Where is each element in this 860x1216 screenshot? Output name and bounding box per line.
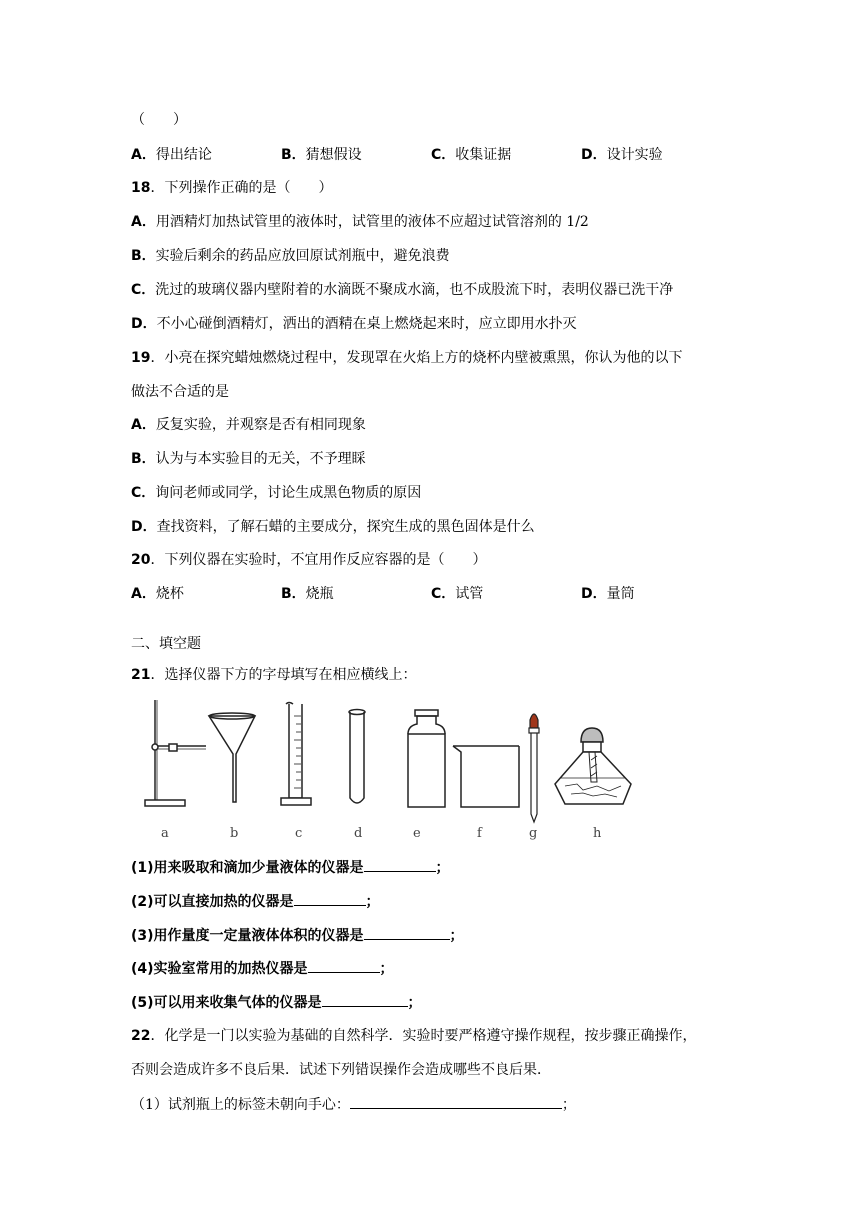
question-text: ．小亮在探究蜡烛燃烧过程中，发现罩在火焰上方的烧杯内壁被熏黑，你认为他的以下 [150,350,683,366]
option-text: 试管 [455,586,484,602]
section-title: 二、填空题 [131,636,201,652]
item-end: ； [449,928,464,944]
q21-item-3 [131,925,464,946]
q19-option-d [131,517,535,537]
question-text: ．下列仪器在实验时，不宜用作反应容器的是（ ） [150,552,487,568]
iron-stand-icon [145,700,206,806]
question-text: ．选择仪器下方的字母填写在相应横线上： [150,667,417,683]
option-text: 查找资料，了解石蜡的主要成分，探究生成的黑色固体是什么 [156,519,535,535]
q22-item-1 [131,1094,576,1115]
q17-paren: （ ） [131,112,187,128]
q21-stem [131,665,416,685]
q19-option-a [131,415,366,435]
option-text: 洗过的玻璃仪器内壁附着的水滴既不聚成水滴，也不成股流下时，表明仪器已洗干净 [155,282,674,298]
graduated-cylinder-icon [281,703,311,806]
figure-label: h [593,826,602,841]
q21-item-1 [131,857,450,878]
question-number: 18 [131,180,151,196]
option-letter: C． [431,147,456,163]
option-text: 设计实验 [606,147,663,163]
option-letter: A． [131,417,156,433]
q20-option-c [431,584,483,604]
item-text: (5)可以用来收集气体的仪器是 [131,995,322,1011]
q20-option-a [131,584,184,604]
option-text: 量筒 [606,586,635,602]
q21-item-2 [131,891,380,912]
q18-option-d [131,314,577,334]
q21-item-4 [131,958,394,979]
option-letter: B． [281,586,306,602]
option-text: 收集证据 [455,147,512,163]
item-end: ； [379,961,394,977]
option-letter: C． [131,485,156,501]
q19-option-c [131,483,421,503]
option-letter: D． [131,519,157,535]
dropper-icon [529,714,539,822]
q18-option-c [131,280,673,300]
item-text: (2)可以直接加热的仪器是 [131,894,294,910]
option-letter: C． [131,282,156,298]
funnel-icon [209,713,255,802]
item-text: (3)用作量度一定量液体体积的仪器是 [131,928,364,944]
answer-blank[interactable] [322,992,408,1007]
q20-option-d [581,584,635,604]
q21-item-5 [131,992,422,1013]
q17-option-d [581,145,663,165]
item-end: ； [561,1097,576,1113]
figure-label: c [295,826,303,841]
beaker-icon [453,746,519,807]
answer-blank[interactable] [364,857,436,872]
figure-label: a [161,826,169,841]
item-text: （1）试剂瓶上的标签未朝向手心： [131,1097,350,1113]
q22-stem-cont: 否则会造成许多不良后果．试述下列错误操作会造成哪些不良后果． [131,1062,551,1078]
item-end: ； [365,894,380,910]
lab-apparatus-figure [131,694,651,844]
option-text: 不小心碰倒酒精灯，洒出的酒精在桌上燃烧起来时，应立即用水扑灭 [156,316,577,332]
option-text: 认为与本实验目的无关，不予理睬 [155,451,366,467]
question-number: 20 [131,552,151,568]
question-number: 21 [131,667,151,683]
alcohol-lamp-icon [555,728,631,804]
figure-label: e [413,826,421,841]
option-letter: A． [131,147,156,163]
test-tube-icon [349,710,365,804]
option-letter: B． [131,451,156,467]
question-number: 19 [131,350,151,366]
q17-option-c [431,145,511,165]
q19-option-b [131,449,366,469]
option-text: 猜想假设 [305,147,362,163]
q17-option-b [281,145,362,165]
option-text: 得出结论 [155,147,212,163]
option-letter: B． [131,248,156,264]
item-text: (1)用来吸取和滴加少量液体的仪器是 [131,860,364,876]
option-letter: D． [581,586,607,602]
option-letter: B． [281,147,306,163]
answer-blank[interactable] [364,925,450,940]
figure-label: d [354,826,363,841]
item-end: ； [435,860,450,876]
figure-label: b [230,826,239,841]
item-end: ； [407,995,422,1011]
option-letter: A． [131,586,156,602]
option-letter: A． [131,214,156,230]
answer-blank[interactable] [294,891,366,906]
q19-stem [131,348,682,368]
q20-option-b [281,584,334,604]
reagent-bottle-icon [408,710,445,807]
q17-option-a [131,145,212,165]
option-letter: D． [581,147,607,163]
option-text: 反复实验，并观察是否有相同现象 [155,417,366,433]
q22-stem [131,1026,696,1046]
q19-stem-cont: 做法不合适的是 [131,384,229,400]
question-text: ．下列操作正确的是（ ） [150,180,333,196]
question-number: 22 [131,1028,151,1044]
option-text: 实验后剩余的药品应放回原试剂瓶中，避免浪费 [155,248,450,264]
option-text: 用酒精灯加热试管里的液体时，试管里的液体不应超过试管溶剂的 1/2 [155,214,589,230]
answer-blank[interactable] [308,958,380,973]
question-text: ．化学是一门以实验为基础的自然科学．实验时要严格遵守操作规程，按步骤正确操作， [150,1028,697,1044]
option-text: 烧瓶 [305,586,334,602]
figure-label: f [477,826,482,841]
q18-stem [131,178,332,198]
q20-stem [131,550,486,570]
figure-label: g [529,826,538,841]
answer-blank[interactable] [350,1094,562,1109]
item-text: (4)实验室常用的加热仪器是 [131,961,308,977]
q18-option-a [131,212,589,232]
q18-option-b [131,246,450,266]
option-letter: D． [131,316,157,332]
option-text: 询问老师或同学，讨论生成黑色物质的原因 [155,485,422,501]
option-letter: C． [431,586,456,602]
option-text: 烧杯 [155,586,184,602]
